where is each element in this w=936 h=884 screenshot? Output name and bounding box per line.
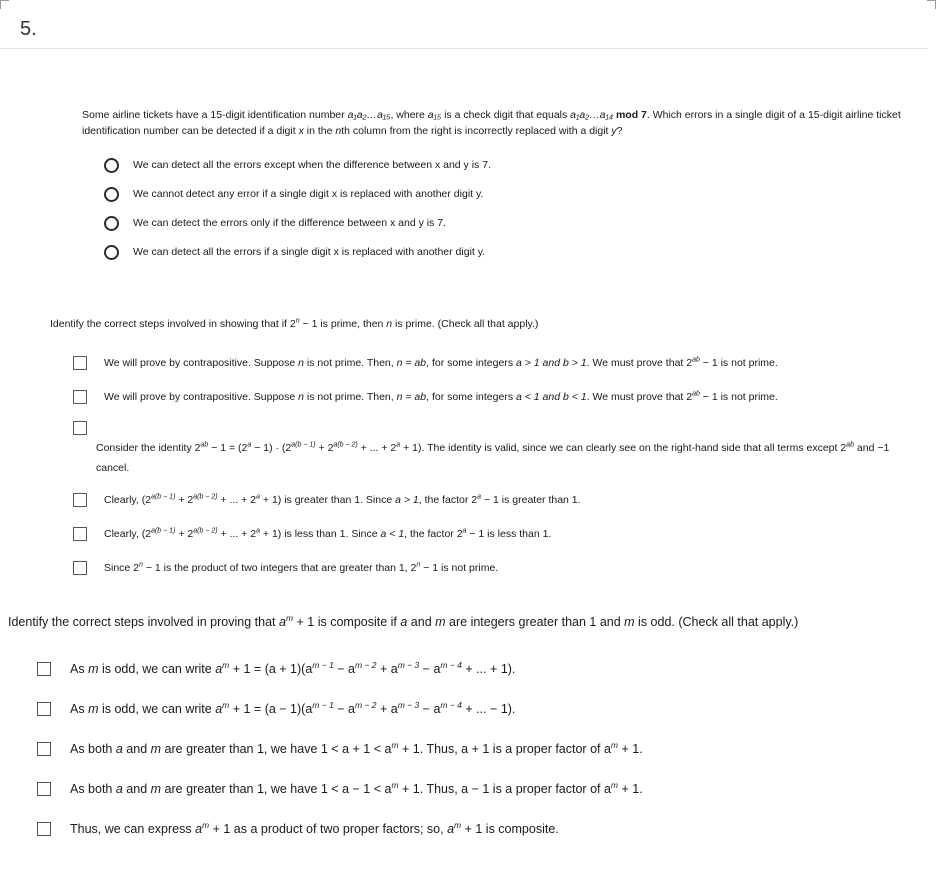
checkbox[interactable] <box>37 782 51 796</box>
question-number: 5. <box>20 18 37 40</box>
q2-option-2[interactable] <box>73 390 778 404</box>
q3-option-2-label: As m is odd, we can write $a^m + 1 = (a - 1)(a^{m - 1} - a^{m - 2} + a^{m - 3} - a^{m - 4}$ + ... − 1). <box>70 699 516 716</box>
q2-option-5[interactable] <box>73 527 551 541</box>
q2-option-3-label: Consider the identity $2^{ab} - 1 = (2^a - 1) \cdot (2^{a(b - 1)} + 2^{a(b - 2)}$ + ... + $2^a + 1$). The identity is valid, since we can clearly see on the right-hand side that all terms except $2^{ab}$ and −1 cancel. <box>96 441 890 474</box>
q2-option-5-label: Clearly, ($2^{a(b - 1)} + 2^{a(b - 2)}$ + ... + $2^a + 1$) is less than 1. Since a < 1, the factor $2^a - 1$ is less than 1. <box>104 527 552 540</box>
radio-button[interactable] <box>104 187 119 202</box>
radio-button[interactable] <box>104 245 119 260</box>
q3-option-4-label: As both a and m are greater than 1, we have $1 < a - 1 < a^m + 1$. Thus, a − 1 is a proper factor of $a^m + 1$. <box>70 779 643 796</box>
q1-option-4[interactable] <box>104 244 485 260</box>
q1-option-1-label: We can detect all the errors except when the difference between x and y is 7. <box>133 159 491 171</box>
q2-option-1-label: We will prove by contrapositive. Suppose n is not prime. Then, n = ab, for some integers a > 1 and b > 1. We must prove that $2^{ab} - 1$ is not prime. <box>104 356 778 369</box>
q2-option-1[interactable] <box>73 356 778 370</box>
checkbox[interactable] <box>73 493 87 507</box>
q1-option-3[interactable] <box>104 215 446 231</box>
checkbox[interactable] <box>73 356 87 370</box>
q3-option-5[interactable] <box>37 819 559 836</box>
checkbox[interactable] <box>73 561 87 575</box>
q2-option-6[interactable] <box>73 561 498 575</box>
top-right-corner-mark <box>927 0 936 9</box>
checkbox[interactable] <box>37 822 51 836</box>
radio-button[interactable] <box>104 158 119 173</box>
q3-option-2[interactable] <box>37 699 516 716</box>
q3-option-1[interactable] <box>37 659 516 676</box>
q1-option-2-label: We cannot detect any error if a single digit x is replaced with another digit y. <box>133 188 484 200</box>
q2-option-2-label: We will prove by contrapositive. Suppose n is not prime. Then, n = ab, for some integers a < 1 and b < 1. We must prove that $2^{ab} - 1$ is not prime. <box>104 390 778 403</box>
q2-option-4[interactable] <box>73 493 581 507</box>
q2-option-3[interactable] <box>73 421 104 435</box>
q3-option-5-label: Thus, we can express $a^m + 1$ as a product of two proper factors; so, $a^m + 1$ is composite. <box>70 819 559 836</box>
radio-button[interactable] <box>104 216 119 231</box>
q3-prompt: Identify the correct steps involved in proving that $a^m + 1$ is composite if a and m are integers greater than 1 and m is odd. (Check all that apply.) <box>8 612 799 629</box>
q2-prompt: Identify the correct steps involved in showing that if $2^n - 1$ is prime, then n is prime. (Check all that apply.) <box>50 317 539 330</box>
q3-option-4[interactable] <box>37 779 643 796</box>
q3-option-3-label: As both a and m are greater than 1, we have $1 < a + 1 < a^m + 1$. Thus, a + 1 is a proper factor of $a^m + 1$. <box>70 739 643 756</box>
q1-question-text: Some airline tickets have a 15-digit identification number a₁a₂…a₁₅, where a₁₅ is a check digit that equals a₁a₂…a₁₄ mod 7. Which errors in a single digit of a 15-digit airline ticket identification number can be detected if a digit x in the nth column from the right is incorrectly replaced with a digit y? <box>82 109 901 137</box>
top-left-corner-mark <box>0 0 9 9</box>
q2-option-6-label: Since $2^n - 1$ is the product of two integers that are greater than 1, $2^n - 1$ is not prime. <box>104 561 499 574</box>
q2-option-4-label: Clearly, ($2^{a(b - 1)} + 2^{a(b - 2)}$ + ... + $2^a + 1$) is greater than 1. Since a > 1, the factor $2^a - 1$ is greater than 1. <box>104 493 581 506</box>
checkbox[interactable] <box>37 702 51 716</box>
q3-option-3[interactable] <box>37 739 643 756</box>
q3-option-1-label: As m is odd, we can write $a^m + 1 = (a + 1)(a^{m - 1} - a^{m - 2} + a^{m - 3} - a^{m - 4}$ + ... + 1). <box>70 659 516 676</box>
checkbox[interactable] <box>73 527 87 541</box>
checkbox[interactable] <box>37 742 51 756</box>
header-divider <box>0 48 928 49</box>
checkbox[interactable] <box>73 421 87 435</box>
q1-option-2[interactable] <box>104 186 483 202</box>
checkbox[interactable] <box>73 390 87 404</box>
checkbox[interactable] <box>37 662 51 676</box>
q1-option-1[interactable] <box>104 157 491 173</box>
q1-option-3-label: We can detect the errors only if the difference between x and y is 7. <box>133 217 447 229</box>
q1-option-4-label: We can detect all the errors if a single digit x is replaced with another digit y. <box>133 246 486 258</box>
